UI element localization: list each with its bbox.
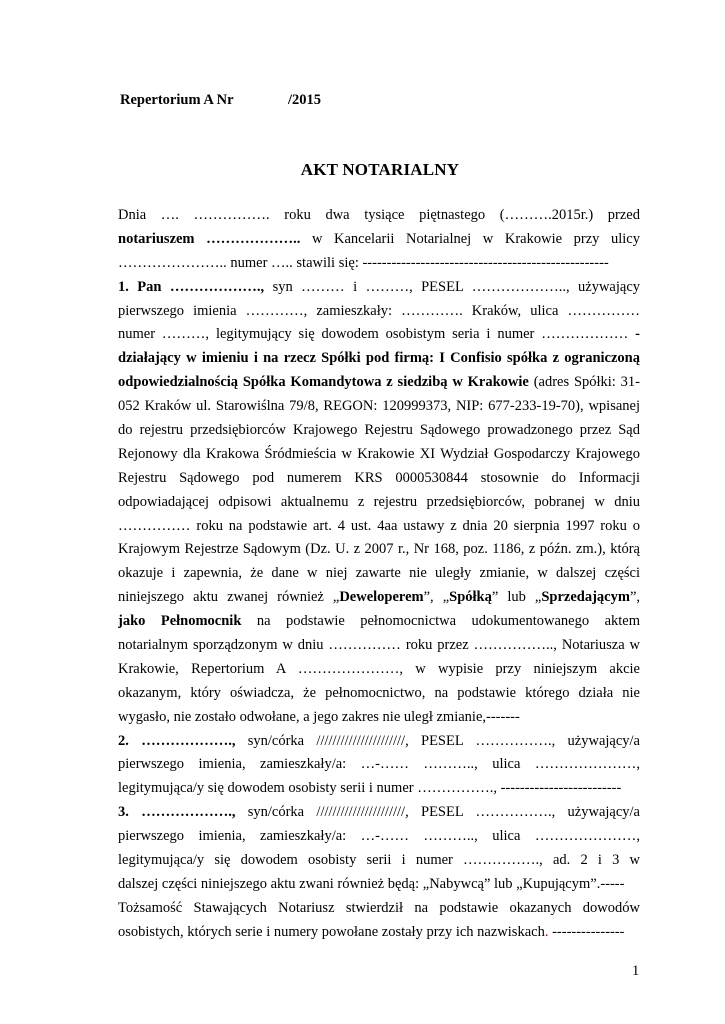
text-line <box>118 395 640 419</box>
document-title: AKT NOTARIALNY <box>300 160 460 179</box>
text-segment: ………………….. numer ….. stawili się: --------------------------------------------------- <box>118 254 609 271</box>
text-segment: syn/córka //////////////////////, PESEL ……………., używający/a <box>235 804 640 821</box>
document-body <box>118 204 640 945</box>
text-line <box>118 897 640 921</box>
text-segment: Dnia …. ……………. roku dwa tysiące piętnastego (……….2015r.) przed <box>118 207 640 223</box>
repertorium-label: Repertorium A Nr <box>120 92 234 108</box>
text-segment: Krakowie, Repertorium A …………………, w wypisie przy niniejszym akcie <box>118 660 640 677</box>
text-segment: odpowiadającej odpisowi aktualnemu z rejestru przedsiębiorców, pobranej w dniu <box>118 493 640 510</box>
text-segment: syn/córka //////////////////////, PESEL ……………., używający/a <box>235 732 640 749</box>
repertorium-header <box>120 92 322 109</box>
text-segment: legitymująca/y się dowodem osobisty serii i numer ……………., ad. 2 i 3 w <box>118 852 640 869</box>
text-segment: na podstawie pełnomocnictwa udokumentowanego aktem <box>241 613 640 630</box>
text-line <box>118 706 640 730</box>
text-segment: notarialnym sporządzonym w dniu …………… roku przez …………….., Notariusza w <box>118 637 640 654</box>
text-line <box>118 562 640 586</box>
text-line <box>118 825 640 849</box>
text-segment: Tożsamość Stawających Notariusz stwierdził na podstawie okazanych dowodów <box>118 899 640 916</box>
text-segment: Rejestru Sądowego pod numerem KRS 0000530844 stosownie do Informacji <box>118 469 640 486</box>
text-segment: (adres Spółki: 31- <box>528 374 640 391</box>
text-segment: legitymująca/y się dowodem osobisty serii i numer ……………., ------------------------- <box>118 780 622 797</box>
text-segment: --------------- <box>548 923 625 940</box>
text-segment: w Kancelarii Notarialnej w Krakowie przy ulicy <box>300 230 640 247</box>
text-line <box>118 204 640 228</box>
bold-text-segment: Deweloperem <box>339 589 424 606</box>
text-line <box>118 323 640 347</box>
text-line <box>118 300 640 324</box>
text-segment: niniejszego aktu zwanej również „ <box>118 589 340 606</box>
bold-text-segment: Spółką <box>449 589 492 606</box>
text-segment: ”, „ <box>423 589 450 606</box>
text-line <box>118 443 640 467</box>
text-line <box>118 849 640 873</box>
bold-text-segment: działający w imieniu i na rzecz Spółki pod firmą: I Confisio spółka z ograniczoną <box>118 350 640 367</box>
text-segment: numer ………, legitymujący się dowodem osobistym seria i numer ……………… <box>118 326 629 343</box>
text-line <box>118 419 640 443</box>
text-segment: pierwszego imienia, zamieszkały/a: …-…… ……….., ulica …………………, <box>118 756 640 773</box>
text-segment: pierwszego imienia, zamieszkały/a: …-…… ……….., ulica …………………, <box>118 828 640 845</box>
bold-text-segment: 3. ………………., <box>118 804 236 821</box>
text-segment: okazanym, który oświadcza, że pełnomocnictwo, na podstawie którego działa nie <box>118 684 640 701</box>
text-segment: syn ……… i ………, PESEL ……………….., używający <box>264 278 640 295</box>
text-line <box>118 801 640 825</box>
bold-text-segment: 2. ………………., <box>118 732 236 749</box>
text-line <box>118 586 640 610</box>
bold-text-segment: notariuszem ……………….. <box>118 230 301 247</box>
text-segment: …………… roku na podstawie art. 4 ust. 4aa ustawy z dnia 20 sierpnia 1997 roku o <box>118 517 640 534</box>
text-line <box>118 777 640 801</box>
text-segment: dalszej części niniejszego aktu zwani również będą: „Nabywcą” lub „Kupującym”.----- <box>118 875 625 892</box>
text-segment: pierwszego imienia …………, zamieszkały: …………. Kraków, ulica …………… <box>118 302 640 319</box>
bold-text-segment: 1. Pan ………………., <box>118 278 265 295</box>
text-line <box>118 921 640 945</box>
bold-text-segment: - <box>628 326 640 343</box>
text-line <box>118 276 640 300</box>
text-line <box>118 228 640 252</box>
text-line <box>118 610 640 634</box>
text-line <box>118 873 640 897</box>
text-line <box>118 491 640 515</box>
text-segment: 052 Kraków ul. Starowiślna 79/8, REGON: 120999373, NIP: 677-233-19-70), wpisanej <box>118 398 640 415</box>
text-segment: do rejestru przedsiębiorców Krajowego Rejestru Sądowego prowadzonego przez Sąd <box>118 422 640 439</box>
text-line <box>118 347 640 371</box>
page-number: 1 <box>632 963 640 979</box>
text-segment: ” lub „ <box>491 589 542 606</box>
text-line <box>118 730 640 754</box>
text-segment: . <box>544 923 549 940</box>
text-segment: wygasło, nie zostało odwołane, a jego zakres nie uległ zmianie,------- <box>118 708 520 725</box>
text-segment: Rejonowy dla Krakowa Śródmieścia w Krakowie XI Wydział Gospodarczy Krajowego <box>118 445 640 462</box>
text-segment: okazuje i zapewnia, że dane w niej zawarte nie uległy zmianie, w dalszej części <box>118 565 640 582</box>
text-line <box>118 753 640 777</box>
text-line <box>118 634 640 658</box>
text-segment: Krajowym Rejestrze Sądowym (Dz. U. z 2007 r., Nr 168, poz. 1186, z późn. zm.), którą <box>118 541 640 558</box>
text-segment: osobistych, których serie i numery powołane zostały przy ich nazwiskach <box>118 923 545 940</box>
bold-text-segment: jako Pełnomocnik <box>118 613 242 630</box>
text-line <box>118 371 640 395</box>
text-segment: ”, <box>629 589 640 606</box>
text-line <box>118 682 640 706</box>
text-line <box>118 467 640 491</box>
text-line <box>118 658 640 682</box>
text-line <box>118 538 640 562</box>
text-line <box>118 252 640 276</box>
bold-text-segment: Sprzedającym <box>541 589 630 606</box>
bold-text-segment: odpowiedzialnością Spółka Komandytowa z siedzibą w Krakowie <box>118 374 529 391</box>
repertorium-year: /2015 <box>288 92 322 108</box>
text-line <box>118 515 640 539</box>
